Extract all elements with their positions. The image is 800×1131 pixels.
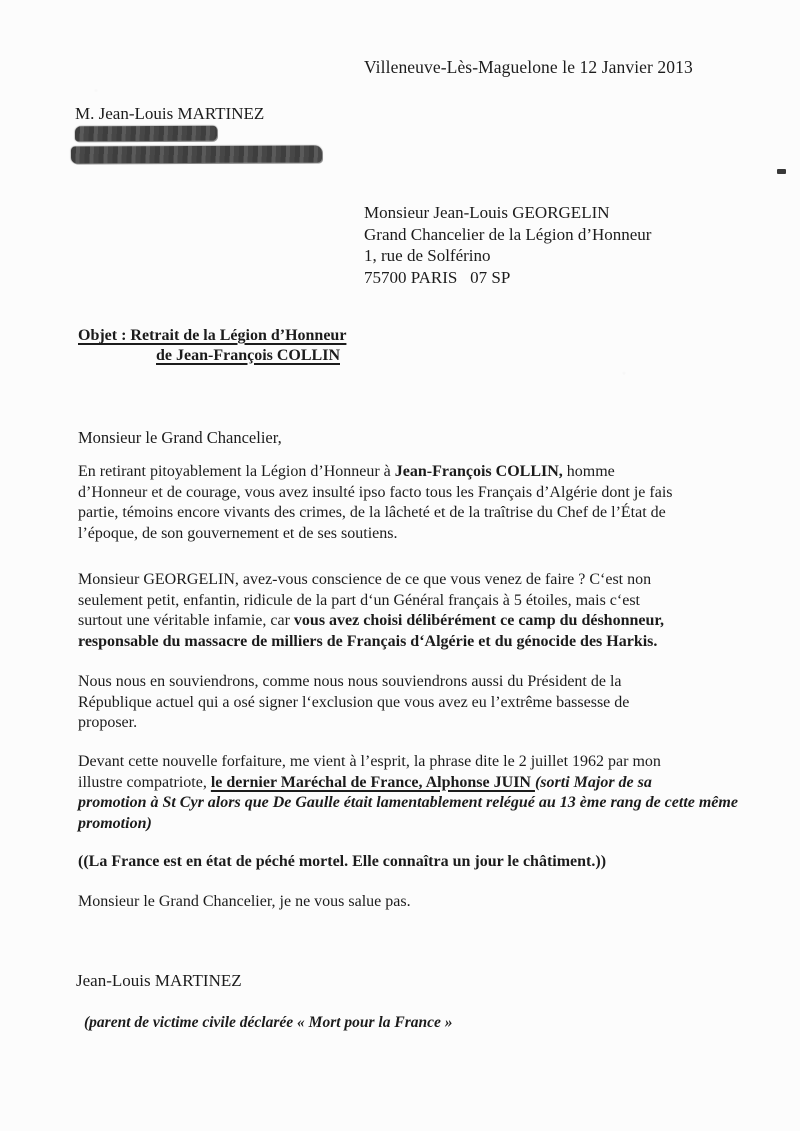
body-line: surtout une véritable infamie, car vous avez choisi délibérément ce camp du déshonneur, [78, 612, 664, 630]
body-line: proposer. [78, 714, 138, 732]
body-line: Monsieur GEORGELIN, avez-vous conscience de ce que vous venez de faire ? C‘est non [78, 571, 652, 588]
paragraph-retrait [78, 462, 748, 544]
sender-name: M. Jean-Louis MARTINEZ [75, 104, 265, 123]
body-line: République actuel qui a osé signer l‘exclusion que vous avez eu l’extrême bassesse de [78, 693, 630, 711]
body-line: illustre compatriote, le dernier Maréchal de France, Alphonse JUIN (sorti Major de sa [78, 773, 652, 791]
letter-body [78, 0, 748, 1131]
body-line: Devant cette nouvelle forfaiture, me vient à l’esprit, la phrase dite le 2 juillet 1962 par mon [78, 753, 661, 770]
body-line: promotion) [78, 814, 152, 832]
recipient-city: 75700 PARIS 07 SP [364, 267, 511, 287]
recipient-title: Grand Chancelier de la Légion d’Honneur [364, 224, 652, 244]
recipient-name: Monsieur Jean-Louis GEORGELIN [364, 203, 610, 222]
recipient-street: 1, rue de Solférino [364, 246, 491, 265]
body-line: ((La France est en état de péché mortel. Elle connaîtra un jour le châtiment.)) [78, 853, 607, 870]
body-line: responsable du massacre de milliers de Français d‘Algérie et du génocide des Harkis. [78, 632, 658, 650]
footer-note: (parent de victime civile déclarée « Mort pour la France » [84, 1014, 453, 1031]
quote-juin [78, 852, 748, 873]
body-line: partie, témoins encore vivants des crimes, de la lâcheté et de la traîtrise du Chef de l’État de [78, 504, 666, 522]
body-line: Monsieur le Grand Chancelier, je ne vous salue pas. [78, 893, 411, 910]
closing-line [78, 892, 748, 913]
body-line: En retirant pitoyablement la Légion d’Honneur à Jean-François COLLIN, homme [78, 463, 615, 480]
body-line: seulement petit, enfantin, ridicule de la part d‘un Général français à 5 étoiles, mais c‘est [78, 591, 640, 609]
subject-line-2: de Jean-François COLLIN [156, 346, 340, 364]
paragraph-forfaiture [78, 752, 748, 834]
body-line: d’Honneur et de courage, vous avez insulté ipso facto tous les Français d’Algérie dont je fais [78, 483, 673, 501]
scan-artifact-speck [777, 169, 786, 174]
paragraph-georgelin [78, 570, 748, 652]
place-date-line: Villeneuve-Lès-Maguelone le 12 Janvier 2013 [364, 57, 693, 77]
body-line: Nous nous en souviendrons, comme nous nous souviendrons aussi du Président de la [78, 673, 622, 690]
subject-line-1: Objet : Retrait de la Légion d’Honneur [78, 327, 347, 344]
body-line: l’époque, de son gouvernement et de ses soutiens. [78, 524, 398, 542]
paragraph-souviendrons [78, 672, 748, 734]
salutation: Monsieur le Grand Chancelier, [78, 428, 282, 447]
signature-name: Jean-Louis MARTINEZ [76, 971, 242, 990]
body-line: promotion à St Cyr alors que De Gaulle était lamentablement relégué au 13 ème rang de cette même [78, 794, 738, 812]
